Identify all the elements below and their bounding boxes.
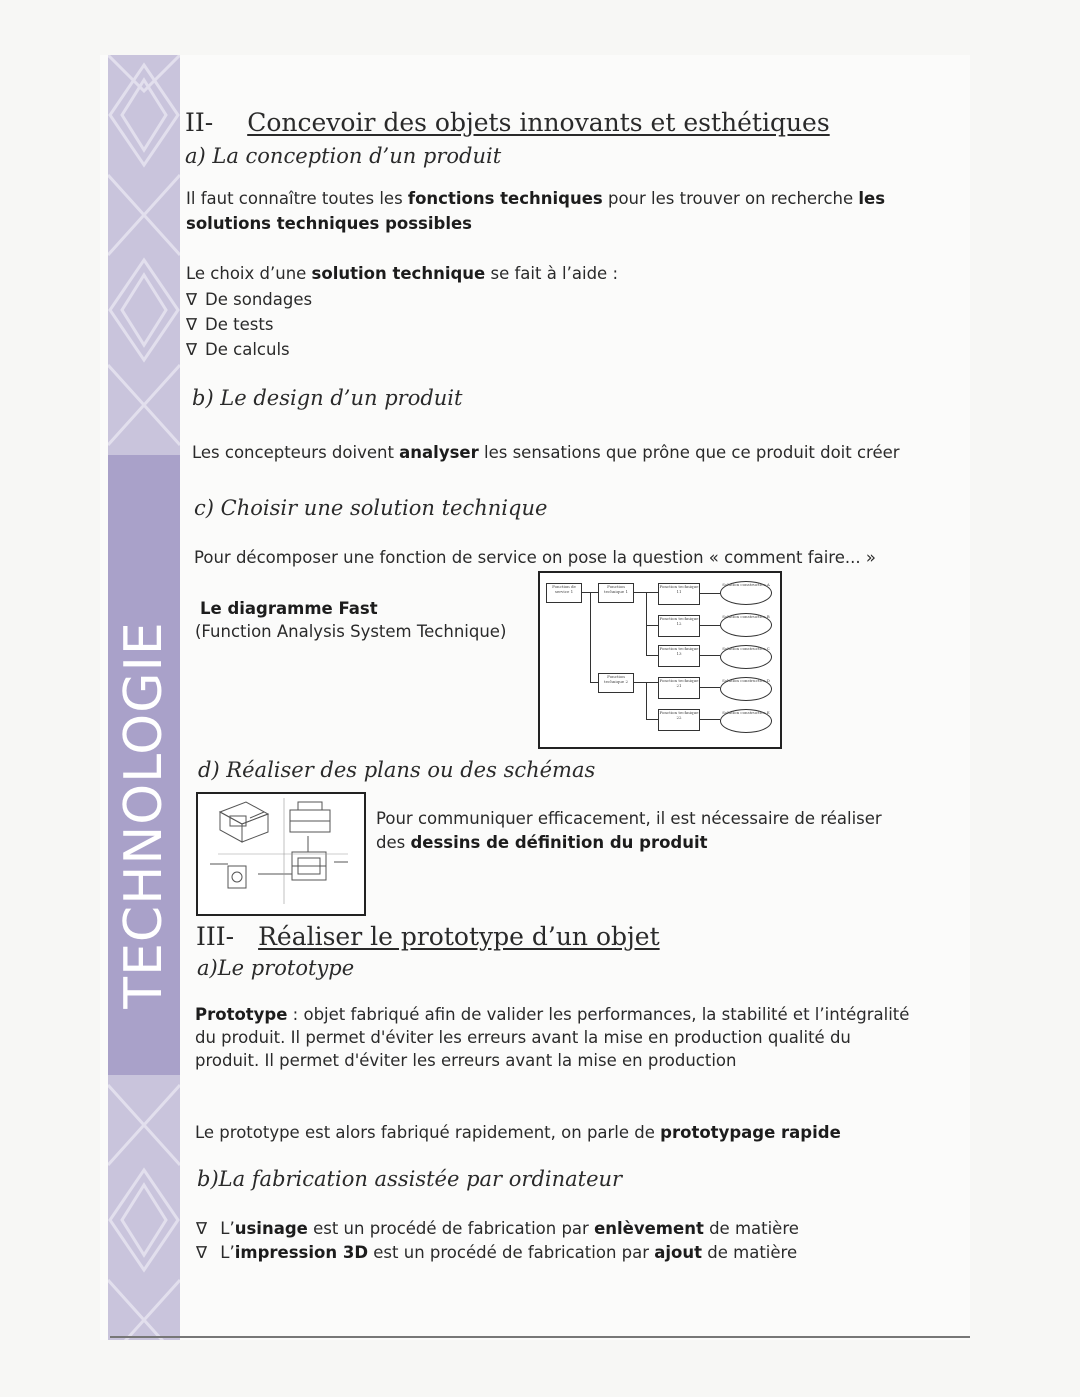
fast-function-technique: Fonction technique 11 <box>658 583 700 605</box>
fast-function-technique: Fonction technique 13 <box>658 645 700 667</box>
paragraph-rapid-prototyping: Le prototype est alors fabriqué rapidement, on parle de prototypage rapide <box>195 1123 841 1142</box>
list-item: ∇ L’usinage est un procédé de fabrication par enlèvement de matière <box>196 1216 799 1241</box>
fast-function-technique: Fonction technique 21 <box>658 677 700 699</box>
fast-connector <box>699 593 720 594</box>
list-item: ∇ De sondages <box>186 287 312 312</box>
technical-drawing-image <box>196 792 366 916</box>
subheading-a: a) La conception d’un produit <box>185 144 502 168</box>
fast-solution: Solution constructive A <box>720 581 772 605</box>
fast-function-service: Fonction de service 1 <box>546 583 582 603</box>
fast-solution: Solution constructive B <box>720 613 772 637</box>
paragraph-design: Les concepteurs doivent analyser les sensations que prône que ce produit doit créer <box>192 443 900 462</box>
fast-solution: Solution constructive D <box>720 677 772 701</box>
list-item: ∇ De calculs <box>186 337 290 362</box>
sidebar-title-wrap <box>108 55 180 1340</box>
fast-title: Le diagramme Fast <box>200 599 378 618</box>
paragraph-conception: Il faut connaître toutes les fonctions techniques pour les trouver on recherche les solutions techniques possibles <box>186 189 886 233</box>
subheading-prototype: a)Le prototype <box>197 956 355 980</box>
fast-connector <box>646 655 658 656</box>
fast-solution: Solution constructive C <box>720 645 772 669</box>
fast-connector <box>590 592 591 682</box>
paragraph-choice: Le choix d’une solution technique se fait à l’aide : <box>186 264 618 283</box>
fast-solution: Solution constructive E <box>720 709 772 733</box>
page-sheet <box>100 55 970 1340</box>
fast-function-technique: Fonction technique 1 <box>598 583 634 603</box>
paragraph-fast-question: Pour décomposer une fonction de service on pose la question « comment faire... » <box>194 548 876 567</box>
fast-connector <box>699 719 720 720</box>
fast-connector <box>699 687 720 688</box>
fast-function-technique: Fonction technique 22 <box>658 709 700 731</box>
section-2-number: II- <box>185 108 214 137</box>
fast-connector <box>646 592 647 656</box>
bottom-divider <box>110 1336 970 1338</box>
section-2-heading <box>185 108 830 137</box>
fast-subtitle: (Function Analysis System Technique) <box>195 622 507 641</box>
fast-connector <box>699 625 720 626</box>
sidebar-title: TECHNOLOGIE <box>114 621 174 1009</box>
paragraph-prototype: Prototype : objet fabriqué afin de valider les performances, la stabilité et l’intégralité du produit. Il permet d'éviter les erreurs avant la mise en production qualité du produit. Il permet d'éviter les erreurs avant la mise en production <box>195 1005 910 1070</box>
list-item: ∇ L’impression 3D est un procédé de fabrication par ajout de matière <box>196 1240 797 1265</box>
paragraph-plans: Pour communiquer efficacement, il est nécessaire de réaliser des dessins de définition du produit <box>376 809 882 852</box>
fast-function-technique: Fonction technique 12 <box>658 615 700 637</box>
section-3-title: Réaliser le prototype d’un objet <box>258 922 660 951</box>
fast-function-technique: Fonction technique 2 <box>598 673 634 693</box>
fast-connector <box>646 682 647 719</box>
subheading-c: c) Choisir une solution technique <box>194 496 548 520</box>
subheading-d: d) Réaliser des plans ou des schémas <box>198 758 596 782</box>
fast-connector <box>646 719 658 720</box>
fast-connector <box>590 682 598 683</box>
fast-diagram <box>538 571 782 749</box>
section-2-title: Concevoir des objets innovants et esthétiques <box>247 108 830 137</box>
fast-connector <box>646 625 658 626</box>
list-item: ∇ De tests <box>186 312 273 337</box>
fast-connector <box>699 655 720 656</box>
section-3-heading <box>196 922 660 951</box>
subheading-fao: b)La fabrication assistée par ordinateur <box>197 1167 623 1191</box>
subheading-b: b) Le design d’un produit <box>192 386 463 410</box>
section-3-number: III- <box>196 922 235 951</box>
